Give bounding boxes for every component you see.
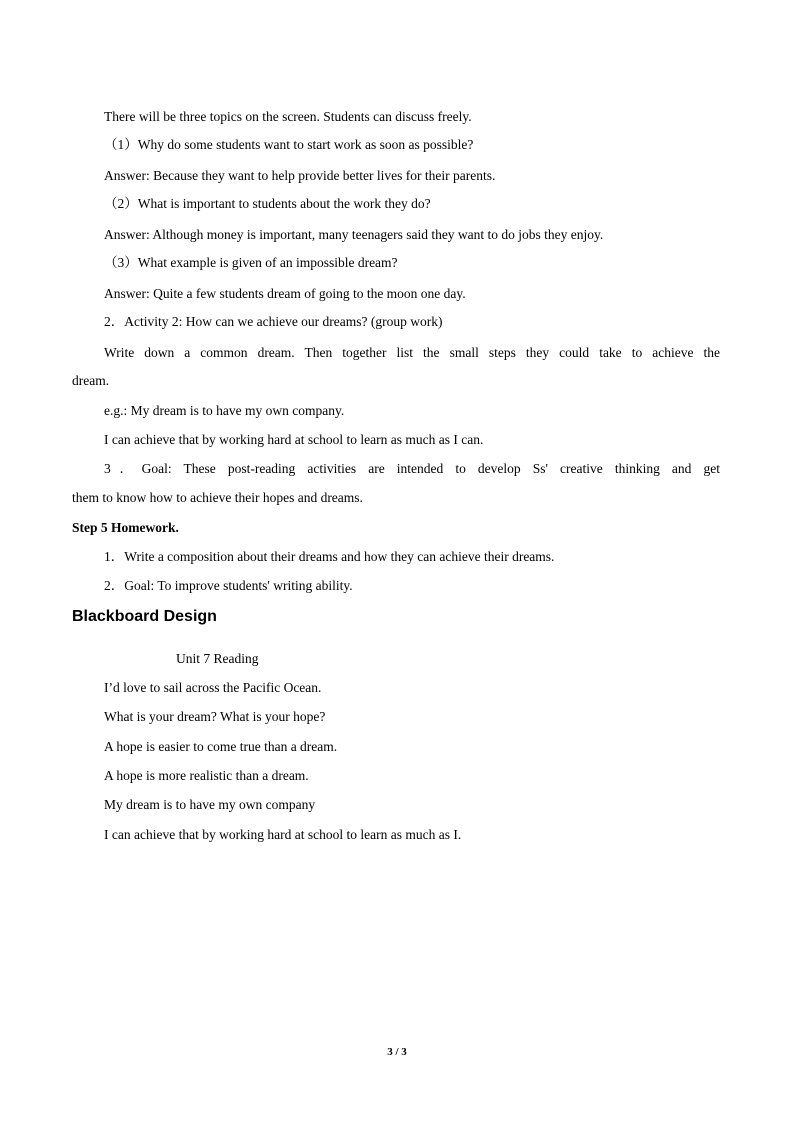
write-down-paragraph-line-2: dream. <box>72 373 110 388</box>
answer-2: Answer: Although money is important, many teenagers said they want to do jobs they enjoy. <box>104 227 604 242</box>
blackboard-line: I can achieve that by working hard at school to learn as much as I. <box>104 827 462 842</box>
blackboard-line: What is your dream? What is your hope? <box>104 709 326 724</box>
answer-3: Answer: Quite a few students dream of going to the moon one day. <box>104 286 466 301</box>
blackboard-line: A hope is easier to come true than a dream. <box>104 739 338 754</box>
homework-item-1: 1．Write a composition about their dreams and how they can achieve their dreams. <box>104 549 555 564</box>
example-line-2: I can achieve that by working hard at school to learn as much as I can. <box>104 432 484 447</box>
blackboard-design-heading: Blackboard Design <box>72 608 217 625</box>
blackboard-title: Unit 7 Reading <box>176 651 259 666</box>
blackboard-line: My dream is to have my own company <box>104 797 316 812</box>
step-5-heading: Step 5 Homework. <box>72 520 179 535</box>
question-1: （1）Why do some students want to start work as soon as possible? <box>104 137 474 152</box>
goal-paragraph-line-1: 3．Goal: These post-reading activities are intended to develop Ss' creative thinking and get <box>104 461 720 476</box>
write-down-paragraph-line-1: Write down a common dream. Then together list the small steps they could take to achieve the <box>104 345 720 360</box>
example-line: e.g.: My dream is to have my own company. <box>104 403 345 418</box>
homework-item-2: 2．Goal: To improve students' writing ability. <box>104 578 353 593</box>
topics-intro: There will be three topics on the screen. Students can discuss freely. <box>104 109 472 124</box>
page-number: 3 / 3 <box>387 1046 407 1058</box>
blackboard-line: I’d love to sail across the Pacific Ocean. <box>104 680 322 695</box>
activity-2-heading: 2．Activity 2: How can we achieve our dreams? (group work) <box>104 314 443 329</box>
blackboard-line: A hope is more realistic than a dream. <box>104 768 309 783</box>
goal-paragraph-line-2: them to know how to achieve their hopes and dreams. <box>72 490 363 505</box>
answer-1: Answer: Because they want to help provide better lives for their parents. <box>104 168 496 183</box>
question-3: （3）What example is given of an impossible dream? <box>104 255 398 270</box>
question-2: （2）What is important to students about the work they do? <box>104 196 431 211</box>
